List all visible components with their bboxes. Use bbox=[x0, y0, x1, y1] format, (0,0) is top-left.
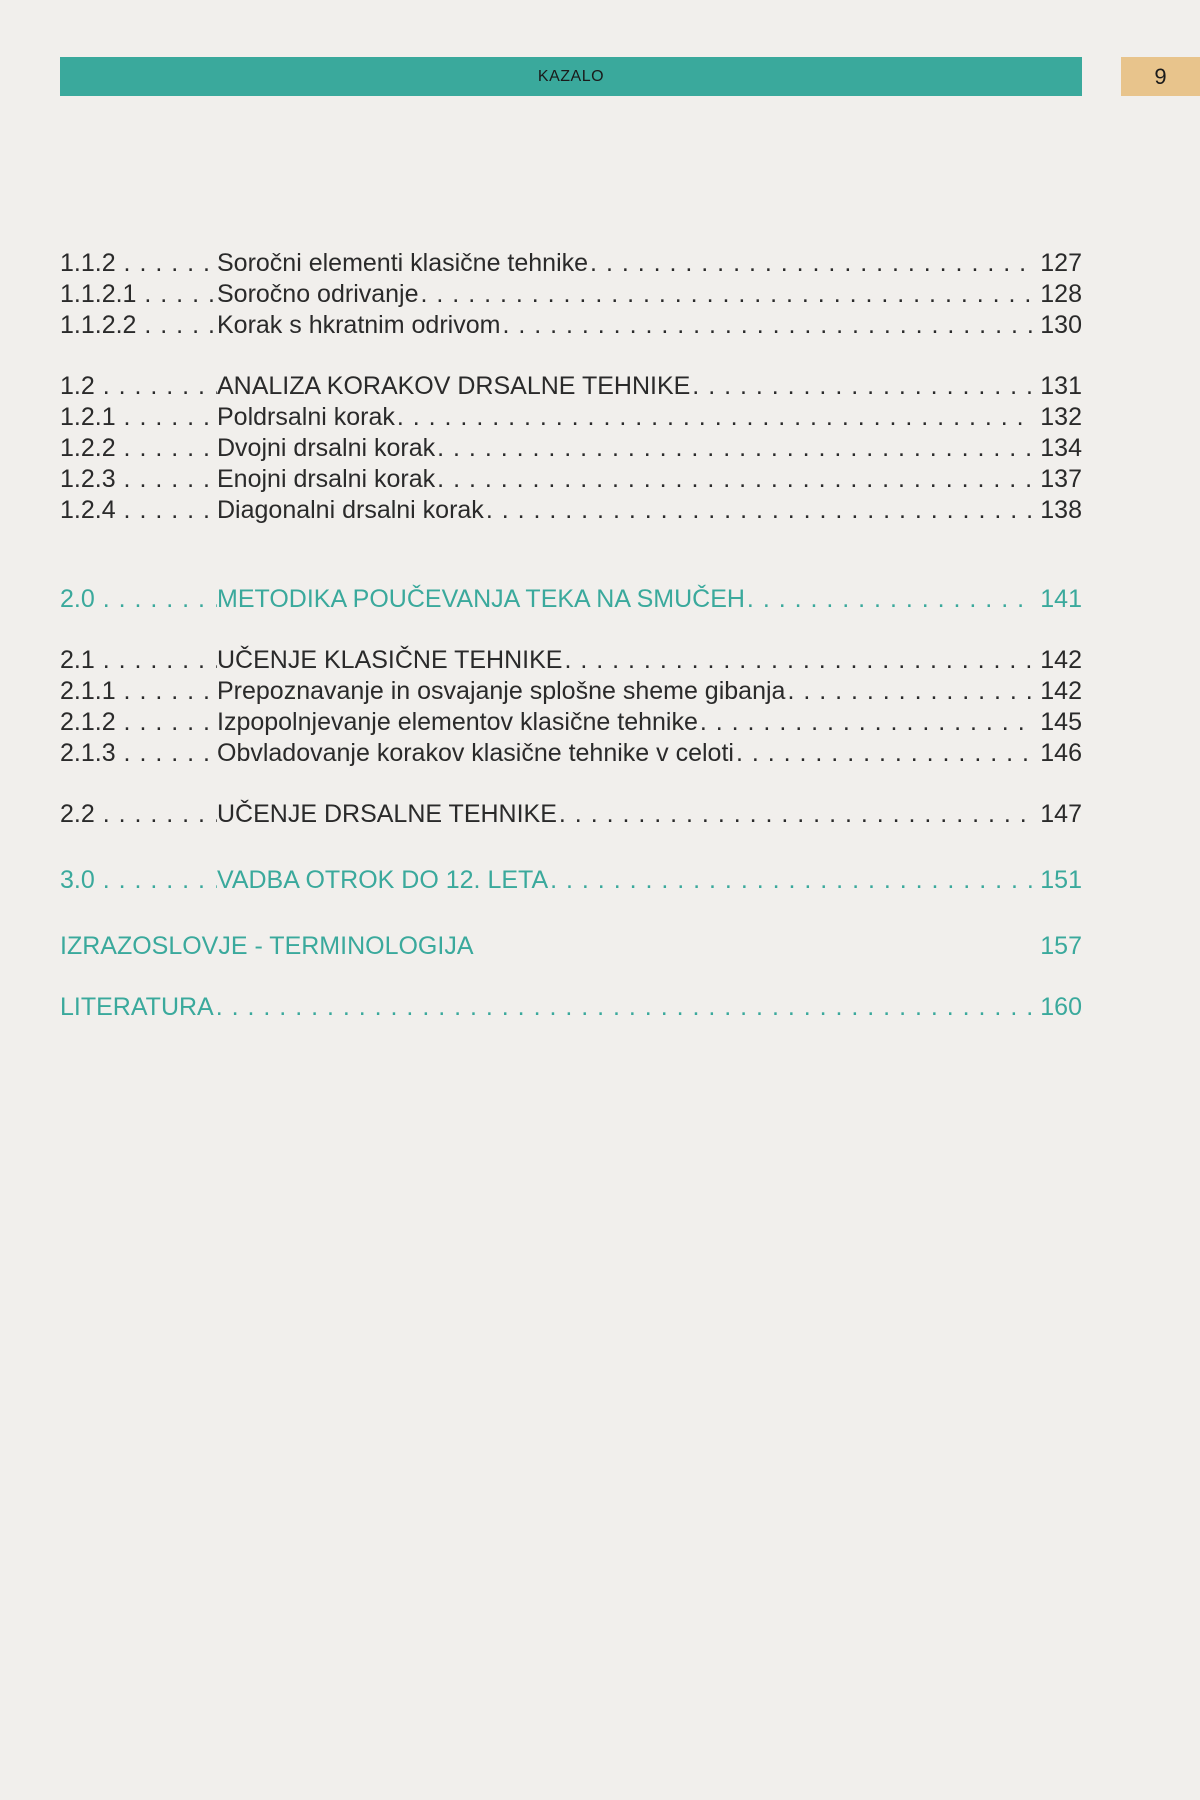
toc-entry-title: LITERATURA bbox=[60, 993, 214, 1021]
toc-entry-2-1-2[interactable] bbox=[60, 707, 1082, 738]
toc-entry-2-1-1[interactable] bbox=[60, 676, 1082, 707]
toc-entry-1-1-2[interactable] bbox=[60, 248, 1082, 279]
toc-entry-page: 147 bbox=[1040, 800, 1082, 828]
toc-entry-2-0[interactable] bbox=[60, 584, 1082, 615]
toc-entry-title: ANALIZA KORAKOV DRSALNE TEHNIKE bbox=[217, 372, 691, 400]
dot-leader bbox=[564, 645, 1034, 676]
dot-leader bbox=[502, 310, 1034, 341]
spacer bbox=[60, 526, 1082, 584]
toc-entry-number: 2.1.1 bbox=[60, 677, 116, 705]
toc-entry-page: 160 bbox=[1040, 993, 1082, 1021]
toc-entry-title: VADBA OTROK DO 12. LETA bbox=[217, 866, 549, 894]
toc-entry-page: 142 bbox=[1040, 646, 1082, 674]
header-bar bbox=[60, 57, 1082, 96]
toc-entry-literature[interactable] bbox=[60, 992, 1082, 1023]
toc-entry-number: 1.2.1 bbox=[60, 403, 116, 431]
toc-entry-title: Enojni drsalni korak bbox=[217, 465, 436, 493]
dot-leader bbox=[590, 248, 1034, 279]
toc-entry-1-2-4[interactable] bbox=[60, 495, 1082, 526]
toc-entry-1-2[interactable] bbox=[60, 371, 1082, 402]
toc-entry-page: 141 bbox=[1040, 585, 1082, 613]
dot-leader bbox=[747, 584, 1034, 615]
toc-entry-number: 1.2.4 bbox=[60, 496, 116, 524]
dot-leader bbox=[559, 799, 1034, 830]
toc-entry-number: 1.2 bbox=[60, 372, 95, 400]
toc-entry-1-2-2[interactable] bbox=[60, 433, 1082, 464]
toc-entry-title: Poldrsalni korak bbox=[217, 403, 395, 431]
toc-entry-3-0[interactable] bbox=[60, 865, 1082, 896]
spacer bbox=[60, 830, 1082, 865]
toc-entry-number: 2.2 bbox=[60, 800, 95, 828]
toc-entry-title: IZRAZOSLOVJE - TERMINOLOGIJA bbox=[60, 932, 474, 960]
spacer bbox=[60, 341, 1082, 371]
toc-entry-number: 1.1.2.2 bbox=[60, 311, 137, 339]
table-of-contents bbox=[60, 248, 1082, 1023]
page-number: 9 bbox=[1154, 63, 1167, 89]
toc-entry-page: 145 bbox=[1040, 708, 1082, 736]
toc-entry-page: 130 bbox=[1040, 311, 1082, 339]
dot-leader bbox=[437, 464, 1034, 495]
toc-entry-page: 127 bbox=[1040, 249, 1082, 277]
toc-entry-page: 132 bbox=[1040, 403, 1082, 431]
page-number-tab bbox=[1121, 57, 1200, 96]
toc-entry-page: 128 bbox=[1040, 280, 1082, 308]
toc-entry-2-1[interactable] bbox=[60, 645, 1082, 676]
toc-entry-1-1-2-2[interactable] bbox=[60, 310, 1082, 341]
toc-entry-terminology[interactable] bbox=[60, 931, 1082, 962]
toc-entry-number: 1.2.3 bbox=[60, 465, 116, 493]
toc-entry-number: 3.0 bbox=[60, 866, 95, 894]
toc-entry-page: 138 bbox=[1040, 496, 1082, 524]
toc-entry-page: 142 bbox=[1040, 677, 1082, 705]
toc-entry-2-1-3[interactable] bbox=[60, 738, 1082, 769]
dot-leader bbox=[550, 865, 1034, 896]
toc-entry-number: 2.1.2 bbox=[60, 708, 116, 736]
toc-entry-number: 2.1.3 bbox=[60, 739, 116, 767]
toc-entry-page: 131 bbox=[1040, 372, 1082, 400]
toc-entry-title: UČENJE DRSALNE TEHNIKE bbox=[217, 800, 557, 828]
toc-entry-number: 1.1.2 bbox=[60, 249, 116, 277]
toc-entry-title: Korak s hkratnim odrivom bbox=[217, 311, 501, 339]
toc-entry-2-2[interactable] bbox=[60, 799, 1082, 830]
dot-leader bbox=[216, 992, 1035, 1023]
dot-leader bbox=[486, 495, 1034, 526]
toc-entry-page: 146 bbox=[1040, 739, 1082, 767]
dot-leader bbox=[421, 279, 1035, 310]
toc-entry-page: 134 bbox=[1040, 434, 1082, 462]
toc-entry-title: Soročni elementi klasične tehnike bbox=[217, 249, 589, 277]
toc-entry-title: METODIKA POUČEVANJA TEKA NA SMUČEH bbox=[217, 585, 745, 613]
toc-entry-title: Izpopolnjevanje elementov klasične tehnike bbox=[217, 708, 698, 736]
toc-entry-title: UČENJE KLASIČNE TEHNIKE bbox=[217, 646, 563, 674]
dot-leader bbox=[736, 738, 1034, 769]
dot-leader bbox=[787, 676, 1034, 707]
spacer bbox=[60, 615, 1082, 645]
dot-leader bbox=[397, 402, 1034, 433]
toc-entry-page: 157 bbox=[1040, 932, 1082, 960]
dot-leader bbox=[700, 707, 1034, 738]
toc-entry-number: 2.1 bbox=[60, 646, 95, 674]
toc-entry-title: Prepoznavanje in osvajanje splošne sheme gibanja bbox=[217, 677, 786, 705]
toc-entry-title: Diagonalni drsalni korak bbox=[217, 496, 484, 524]
spacer bbox=[60, 896, 1082, 931]
toc-entry-number: 1.1.2.1 bbox=[60, 280, 137, 308]
toc-entry-number: 2.0 bbox=[60, 585, 95, 613]
toc-entry-page: 151 bbox=[1040, 866, 1082, 894]
toc-entry-1-1-2-1[interactable] bbox=[60, 279, 1082, 310]
toc-entry-number: 1.2.2 bbox=[60, 434, 116, 462]
toc-entry-title: Obvladovanje korakov klasične tehnike v celoti bbox=[217, 739, 734, 767]
dot-leader bbox=[437, 433, 1034, 464]
dot-leader bbox=[692, 371, 1034, 402]
toc-entry-title: Soročno odrivanje bbox=[217, 280, 419, 308]
header-title: KAZALO bbox=[537, 67, 605, 85]
toc-entry-1-2-1[interactable] bbox=[60, 402, 1082, 433]
spacer bbox=[60, 769, 1082, 799]
toc-entry-1-2-3[interactable] bbox=[60, 464, 1082, 495]
spacer bbox=[60, 962, 1082, 992]
toc-entry-title: Dvojni drsalni korak bbox=[217, 434, 436, 462]
toc-entry-page: 137 bbox=[1040, 465, 1082, 493]
